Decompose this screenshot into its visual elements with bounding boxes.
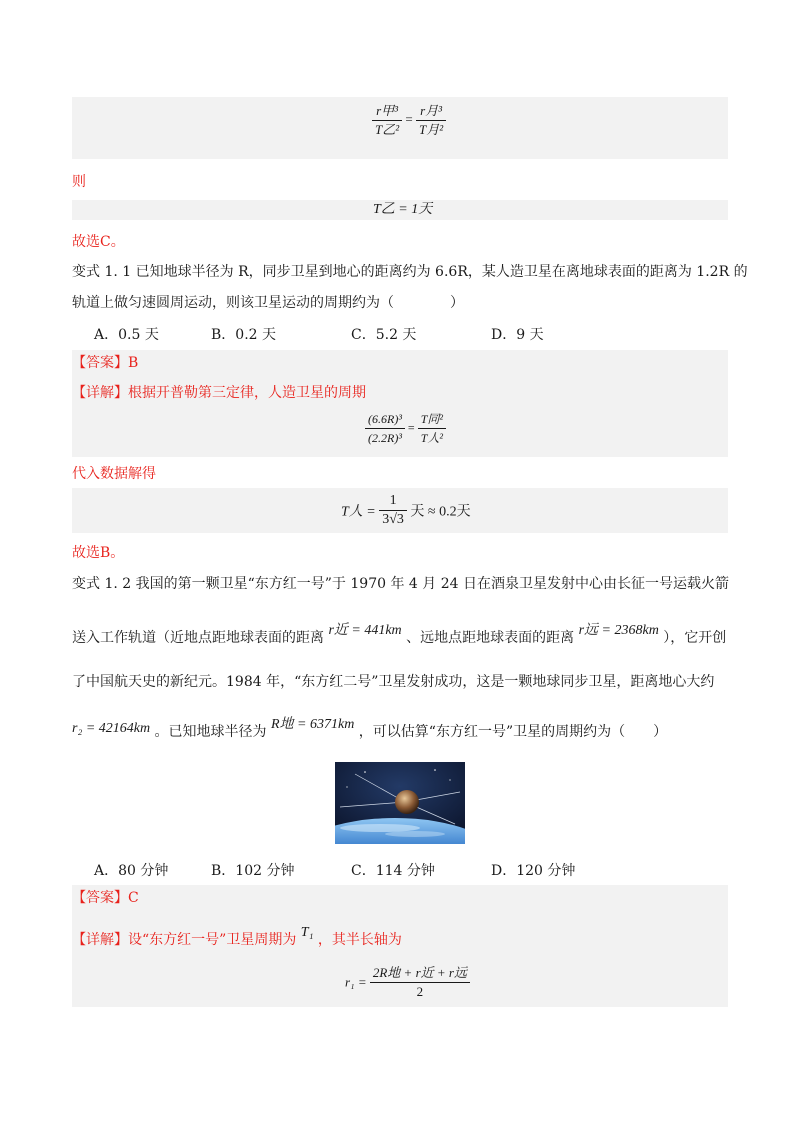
q2-line2 — [72, 623, 728, 649]
q2-option-d: D．120 分钟 — [491, 863, 576, 879]
answer2-detail-b: ，其半长轴为 — [317, 932, 402, 948]
satellite-image — [335, 762, 465, 844]
r-near-formula: r近 = 441km — [328, 623, 402, 638]
answer1-label: 【答案】B — [72, 355, 139, 371]
r1-num: 2R地 + r近 + r远 — [370, 964, 470, 983]
r1-formula — [345, 964, 470, 1001]
eq-right-den: T人² — [420, 431, 443, 445]
kepler-ratio-formula: $\frac{\text{r甲³}}{\text{T乙²}}$ = $\frac{\text{r月³}}{\text{T月²}}$ — [372, 102, 446, 139]
q1-option-d: D．9 天 — [491, 327, 544, 343]
q2-line2c: ），它开创 — [663, 630, 727, 646]
choose-c: 故选C。 — [72, 234, 125, 250]
q2-option-b: B．102 分钟 — [211, 863, 295, 879]
q2-line4 — [72, 717, 728, 743]
eq-left-den: (2.2R)³ — [368, 431, 402, 445]
q1-line1: 变式 1. 1 已知地球半径为 R，同步卫星到地心的距离约为 6.6R，某人造卫星在离地球表面的距离为 1.2R 的 — [72, 264, 748, 280]
frac-right-den: T月² — [418, 122, 444, 137]
eq-left-num: (6.6R)³ — [365, 410, 405, 429]
answer1-detail: 【详解】根据开普勒第三定律，人造卫星的周期 — [72, 385, 366, 401]
answer2-detail — [72, 925, 728, 951]
frac-left-den: T乙² — [375, 122, 400, 137]
answer2-detail-a: 【详解】设“东方红一号”卫星周期为 — [72, 932, 297, 948]
result-frac-num: 1 — [379, 492, 407, 511]
result-frac-den: 3√3 — [382, 512, 404, 527]
q2-line4a: 。已知地球半径为 — [154, 724, 267, 740]
q2-line3: 了中国航天史的新纪元。1984 年，“东方红二号”卫星发射成功，这是一颗地球同步卫星，距离地心大约 — [72, 674, 715, 690]
q2-line2a: 送入工作轨道（近地点距地球表面的距离 — [72, 630, 324, 646]
choose-b: 故选B。 — [72, 545, 125, 561]
eq-right-num: T同² — [418, 410, 446, 429]
answer2-label: 【答案】C — [72, 890, 139, 906]
r1-prefix: r₁ = — [345, 974, 367, 990]
q2-option-c: C．114 分钟 — [351, 863, 435, 879]
q2-line4b: ，可以估算“东方红一号”卫星的周期约为（ ） — [358, 724, 668, 740]
q2-option-a: A．80 分钟 — [94, 863, 169, 879]
t-result-formula: T乙 = 1天 — [373, 202, 433, 217]
q1-line2: 轨道上做匀速圆周运动，则该卫星运动的周期约为（ ） — [72, 295, 464, 311]
r-earth-formula: R地 = 6371km — [271, 717, 355, 732]
ze-label: 则 — [72, 174, 86, 190]
q1-option-a: A．0.5 天 — [94, 327, 159, 343]
r-far-formula: r远 = 2368km — [578, 623, 659, 638]
t1-symbol: T₁ — [300, 925, 314, 940]
result-formula — [341, 492, 471, 529]
frac-right-num: r月³ — [416, 102, 446, 121]
q1-option-c: C．5.2 天 — [351, 327, 417, 343]
q1-option-b: B．0.2 天 — [211, 327, 277, 343]
frac-left-num: r甲³ — [372, 102, 402, 121]
substitute-label: 代入数据解得 — [72, 466, 156, 482]
q2-line1: 变式 1. 2 我国的第一颗卫星“东方红一号”于 1970 年 4 月 24 日在酒泉卫星发射中心由长征一号运载火箭 — [72, 576, 729, 592]
result-prefix: T人 = — [341, 504, 376, 520]
q2-line2b: 、远地点距地球表面的距离 — [406, 630, 575, 646]
r1-den: 2 — [416, 984, 424, 999]
answer1-kepler-equation: $\frac{\text{(6.6R)³}}{\text{(2.2R)³}}$ = $\frac{\text{T同²}}{\text{T人²}}$ — [365, 410, 446, 447]
r2-formula: r₂ = 42164km — [72, 721, 151, 736]
result-suffix: 天 ≈ 0.2天 — [410, 504, 471, 520]
